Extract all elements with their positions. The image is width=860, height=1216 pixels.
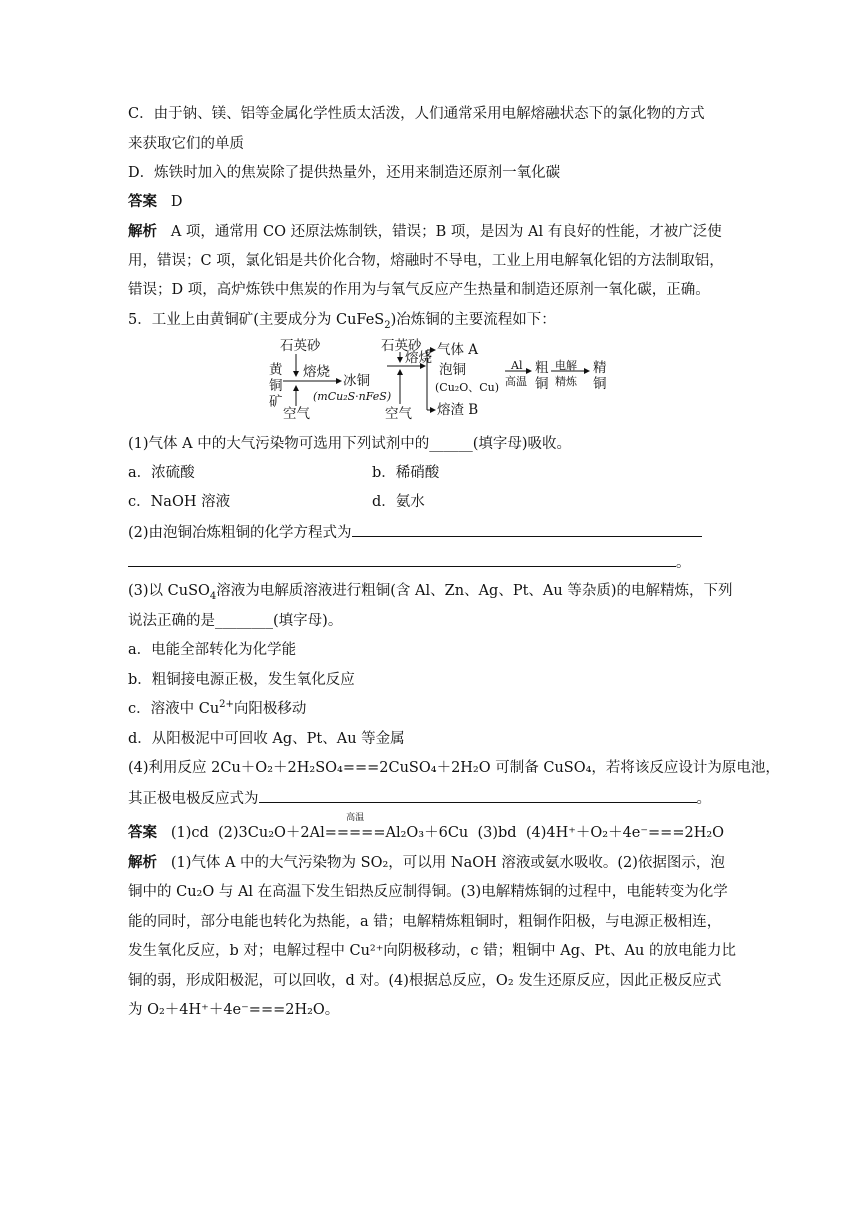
slag-b: 熔渣 B (437, 402, 479, 418)
explanation-5-line2: 铜中的 Cu₂O 与 Al 在高温下发生铝热反应制得铜。(3)电解精炼铜的过程中，电能转变为化学 (128, 884, 728, 900)
air-2: 空气 (385, 406, 412, 422)
answer-part-3: (3)bd (477, 825, 517, 841)
option-3d: d．从阳极泥中可回收 Ag、Pt、Au 等金属 (128, 731, 405, 747)
al-label: Al (511, 359, 523, 372)
reaction-condition: 高温 ===== (324, 813, 386, 841)
explanation-4-line3: 错误；D 项，高炉炼铁中焦炭的作用为与氧气反应产生热量和制造还原剂一氧化碳，正确。 (128, 282, 710, 298)
roast-label-2: 熔烧 (405, 350, 432, 366)
answer-blank (259, 788, 697, 803)
option-3b: b．粗铜接电源正极，发生氧化反应 (128, 672, 355, 688)
option-1d: d．氨水 (372, 494, 425, 510)
explanation-5-line4: 发生氧化反应，b 对；电解过程中 Cu²⁺向阴极移动，c 错；粗铜中 Ag、Pt、Au 的放电能力比 (128, 943, 736, 959)
answer-label: 答案 (128, 824, 157, 841)
blister-formula: (Cu₂O、Cu) (435, 381, 500, 394)
option-1a: a．浓硫酸 (128, 465, 195, 481)
answer-5 (128, 813, 725, 843)
blister-copper: 泡铜 (439, 362, 466, 378)
sub-question-2-line2 (128, 552, 691, 573)
electrolysis-label: 电解 (555, 359, 577, 372)
question-5-stem (128, 310, 556, 330)
q3-text-a: (3)以 CuSO (128, 583, 210, 599)
roast-label-1: 熔烧 (303, 364, 330, 380)
q3-subscript: 4 (209, 590, 217, 602)
air-1: 空气 (283, 406, 310, 422)
answer-part-2a: (2)3Cu₂O＋2Al (218, 825, 325, 841)
answer-4 (128, 192, 182, 212)
quartz-sand-1: 石英砂 (280, 338, 321, 354)
answer-label: 答案 (128, 193, 157, 210)
answer-blank (352, 522, 702, 537)
q5-subscript: 2 (384, 319, 391, 331)
high-temp-label: 高温 (505, 375, 527, 388)
q3c-text-a: c．溶液中 Cu (128, 701, 220, 717)
sub-question-3-line1 (128, 581, 732, 601)
sub-question-3-line2: 说法正确的是________(填字母)。 (128, 613, 343, 629)
explanation-4-line2: 用，错误；C 项，氯化铝是共价化合物，熔融时不导电，工业上用电解氧化铝的方法制取铝， (128, 253, 724, 269)
sub-question-2 (128, 522, 702, 543)
process-flow-diagram (255, 338, 605, 424)
answer-blank (128, 552, 676, 567)
refine-label: 精炼 (555, 375, 577, 388)
option-c-line1: C．由于钠、镁、铝等金属化学性质太活泼，人们通常采用电解熔融状态下的氯化物的方式 (128, 106, 705, 122)
q2-end: 。 (676, 555, 691, 571)
explanation-5-line3: 能的同时，部分电能也转化为热能，a 错；电解精炼粗铜时，粗铜作阳极，与电源正极相连， (128, 914, 722, 930)
explanation-5-line1 (128, 853, 725, 873)
q3c-text-b: 向阳极移动 (233, 701, 307, 717)
pure-copper-2: 铜 (593, 376, 607, 392)
explanation-text: A 项，通常用 CO 还原法炼制铁，错误；B 项，是因为 Al 有良好的性能，才被广泛使 (170, 224, 722, 240)
explanation-5-line5: 铜的弱，形成阳极泥，可以回收，d 对。(4)根据总反应，O₂ 发生还原反应，因此正极反应式 (128, 973, 722, 989)
q4-text: 其正极电极反应式为 (128, 791, 259, 807)
matte: 冰铜 (343, 373, 370, 389)
answer-part-4: (4)4H⁺＋O₂＋4e⁻===2H₂O (525, 825, 725, 841)
q2-text: (2)由泡铜冶炼粗铜的化学方程式为 (128, 525, 352, 541)
q5-text-a: 5．工业上由黄铜矿(主要成分为 CuFeS (128, 312, 385, 328)
explanation-text: (1)气体 A 中的大气污染物为 SO₂，可以用 NaOH 溶液或氨水吸收。(2)依据图示，泡 (170, 855, 725, 871)
q3c-superscript: 2+ (219, 699, 234, 711)
matte-formula: (mCu₂S·nFeS) (313, 390, 392, 403)
sub-question-4-line1: (4)利用反应 2Cu＋O₂＋2H₂SO₄===2CuSO₄＋2H₂O 可制备 CuSO₄，若将该反应设计为原电池， (128, 760, 780, 776)
crude-copper-1: 粗 (535, 360, 549, 376)
sub-question-1: (1)气体 A 中的大气污染物可选用下列试剂中的______(填字母)吸收。 (128, 436, 572, 452)
option-3a: a．电能全部转化为化学能 (128, 642, 297, 658)
explanation-label: 解析 (128, 854, 157, 871)
answer-value: D (170, 194, 183, 210)
explanation-5-line6: 为 O₂＋4H⁺＋4e⁻===2H₂O。 (128, 1002, 340, 1018)
pure-copper-1: 精 (593, 360, 607, 376)
q5-text-b: )冶炼铜的主要流程如下： (390, 312, 556, 328)
q3-text-b: 溶液为电解质溶液进行粗铜(含 Al、Zn、Ag、Pt、Au 等杂质)的电解精炼，下列 (216, 583, 733, 599)
explanation-label: 解析 (128, 223, 157, 240)
q4-end: 。 (696, 791, 711, 807)
explanation-4-line1 (128, 222, 722, 242)
quartz-sand-2: 石英砂 (381, 338, 422, 354)
option-1c: c．NaOH 溶液 (128, 494, 231, 510)
ore-char-1: 黄 (269, 362, 283, 378)
option-d: D．炼铁时加入的焦炭除了提供热量外，还用来制造还原剂一氧化碳 (128, 165, 561, 181)
ore-char-3: 矿 (269, 394, 283, 410)
crude-copper-2: 铜 (535, 376, 549, 392)
gas-a: 气体 A (437, 342, 479, 358)
sub-question-4-line2 (128, 788, 711, 809)
condition-label: 高温 (346, 813, 365, 823)
ore-char-2: 铜 (269, 378, 283, 394)
option-3c (128, 699, 306, 719)
answer-part-2b: Al₂O₃＋6Cu (385, 825, 469, 841)
option-1b: b．稀硝酸 (372, 465, 440, 481)
option-c-line2: 来获取它们的单质 (128, 136, 244, 152)
answer-part-1: (1)cd (170, 825, 209, 841)
